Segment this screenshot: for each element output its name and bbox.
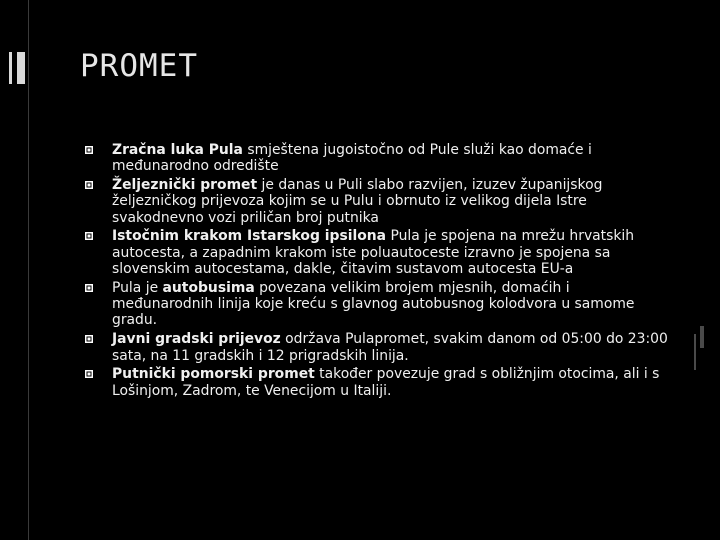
list-item — [85, 331, 675, 364]
bullet-text: je danas u Puli slabo razvijen, izuzev županijskog željezničkog prijevoza kojim se u Pulu i obrnuto iz velikog dijela Istre svakodnevno vozi priličan broj putnika — [112, 177, 603, 226]
bullet-bold-lead: Istočnim krakom Istarskog ipsilona — [112, 228, 387, 245]
divider-line — [28, 0, 29, 540]
bullet-bold-lead: Javni gradski prijevoz — [112, 331, 281, 348]
list-item — [85, 228, 675, 277]
list-item — [85, 142, 675, 175]
square-bullet-icon — [85, 370, 93, 378]
square-bullet-icon — [85, 146, 93, 154]
list-item — [85, 177, 675, 226]
bullet-text: Pula je spojena na mrežu hrvatskih autocesta, a zapadnim krakom iste poluautoceste izravno je spojena sa slovenskim autocestama, dakle, čitavim sustavom autocesta EU-a — [112, 228, 635, 278]
bullet-text: smještena jugoistočno od Pule služi kao domaće i međunarodno odredište — [112, 142, 592, 175]
square-bullet-icon — [85, 284, 93, 292]
bullet-list — [85, 142, 675, 401]
list-item — [85, 280, 675, 329]
bullet-text-tail: povezana velikim brojem mjesnih, domaćih i međunarodnih linija koje kreću s glavnog autobusnog kolodvora u samome gradu. — [112, 279, 635, 329]
square-bullet-icon — [85, 181, 93, 189]
slide-title: PROMET — [80, 48, 198, 84]
bullet-bold-lead: Željeznički promet — [112, 177, 258, 194]
corner-decoration — [694, 326, 708, 370]
accent-bar-thin — [9, 52, 12, 84]
bullet-text: održava Pulapromet, svakim danom od 05:00 do 23:00 sata, na 11 gradskih i 12 prigradskih linija. — [112, 331, 668, 364]
accent-bar-thick — [17, 52, 25, 84]
bullet-text: Pula je — [112, 279, 163, 296]
square-bullet-icon — [85, 335, 93, 343]
bullet-text: također povezuje grad s obližnjim otocima, ali i s Lošinjom, Zadrom, te Venecijom u Italiji. — [112, 366, 660, 399]
bullet-bold-inline: autobusima — [162, 279, 255, 296]
list-item — [85, 366, 675, 399]
corner-decoration-line — [694, 334, 696, 370]
square-bullet-icon — [85, 232, 93, 240]
corner-decoration-bar — [700, 326, 704, 348]
bullet-bold-lead: Putnički pomorski promet — [112, 366, 315, 383]
bullet-bold-lead: Zračna luka Pula — [112, 142, 243, 158]
